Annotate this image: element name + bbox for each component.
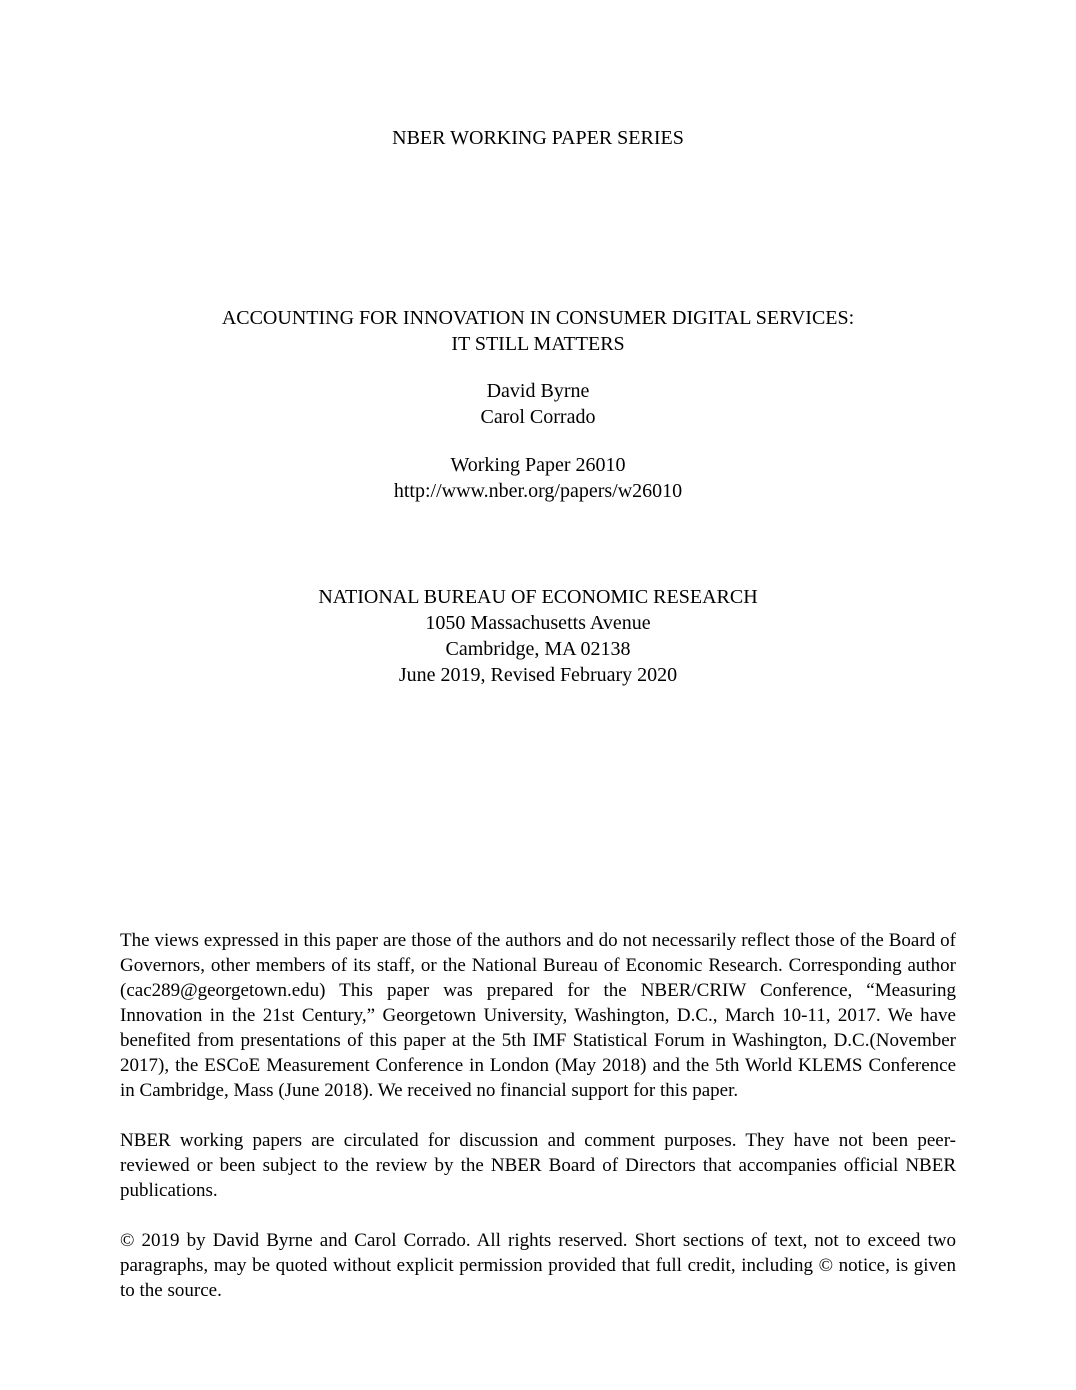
paper-url: http://www.nber.org/papers/w26010 bbox=[393, 480, 683, 502]
acknowledgments-paragraph: The views expressed in this paper are those of the authors and do not necessarily reflect those of the Board of Governors, other members of its staff, or the National Bureau of Economic Research. Corresponding author (cac289@georgetown.edu) This paper was prepared for the NBER/CRIW Conference, “Measuring Innovation in the 21st Century,” Georgetown University, Washington, D.C., March 10-11, 2017. We have benefited from presentations of this paper at the 5th IMF Statistical Forum in Washington, D.C.(November 2017), the ESCoE Measurement Conference in London (May 2018) and the 5th World KLEMS Conference in Cambridge, Mass (June 2018). We received no financial support for this paper. bbox=[120, 930, 956, 1101]
author-name: Carol Corrado bbox=[480, 406, 596, 428]
disclaimer-paragraph: NBER working papers are circulated for discussion and comment purposes. They have not been peer-reviewed or been subject to the review by the NBER Board of Directors that accompanies official NBER publications. bbox=[120, 1130, 956, 1201]
institution-name: NATIONAL BUREAU OF ECONOMIC RESEARCH bbox=[318, 586, 758, 608]
author-list bbox=[0, 378, 1076, 430]
copyright-paragraph: © 2019 by David Byrne and Carol Corrado. All rights reserved. Short sections of text, not to exceed two paragraphs, may be quoted without explicit permission provided that full credit, including © notice, is given to the source. bbox=[120, 1230, 956, 1301]
working-paper-info bbox=[0, 452, 1076, 504]
paper-title-line-2: IT STILL MATTERS bbox=[451, 333, 625, 355]
institution-block bbox=[0, 584, 1076, 688]
publication-date-line: June 2019, Revised February 2020 bbox=[398, 664, 678, 686]
author-name: David Byrne bbox=[486, 380, 590, 402]
series-header: NBER WORKING PAPER SERIES bbox=[392, 127, 684, 149]
working-paper-number: Working Paper 26010 bbox=[450, 454, 626, 476]
paper-title bbox=[0, 305, 1076, 357]
institution-address-line-2: Cambridge, MA 02138 bbox=[445, 638, 631, 660]
institution-address-line-1: 1050 Massachusetts Avenue bbox=[425, 612, 651, 634]
front-matter-notes bbox=[120, 928, 956, 1303]
paper-title-line-1: ACCOUNTING FOR INNOVATION IN CONSUMER DIGITAL SERVICES: bbox=[221, 307, 855, 329]
